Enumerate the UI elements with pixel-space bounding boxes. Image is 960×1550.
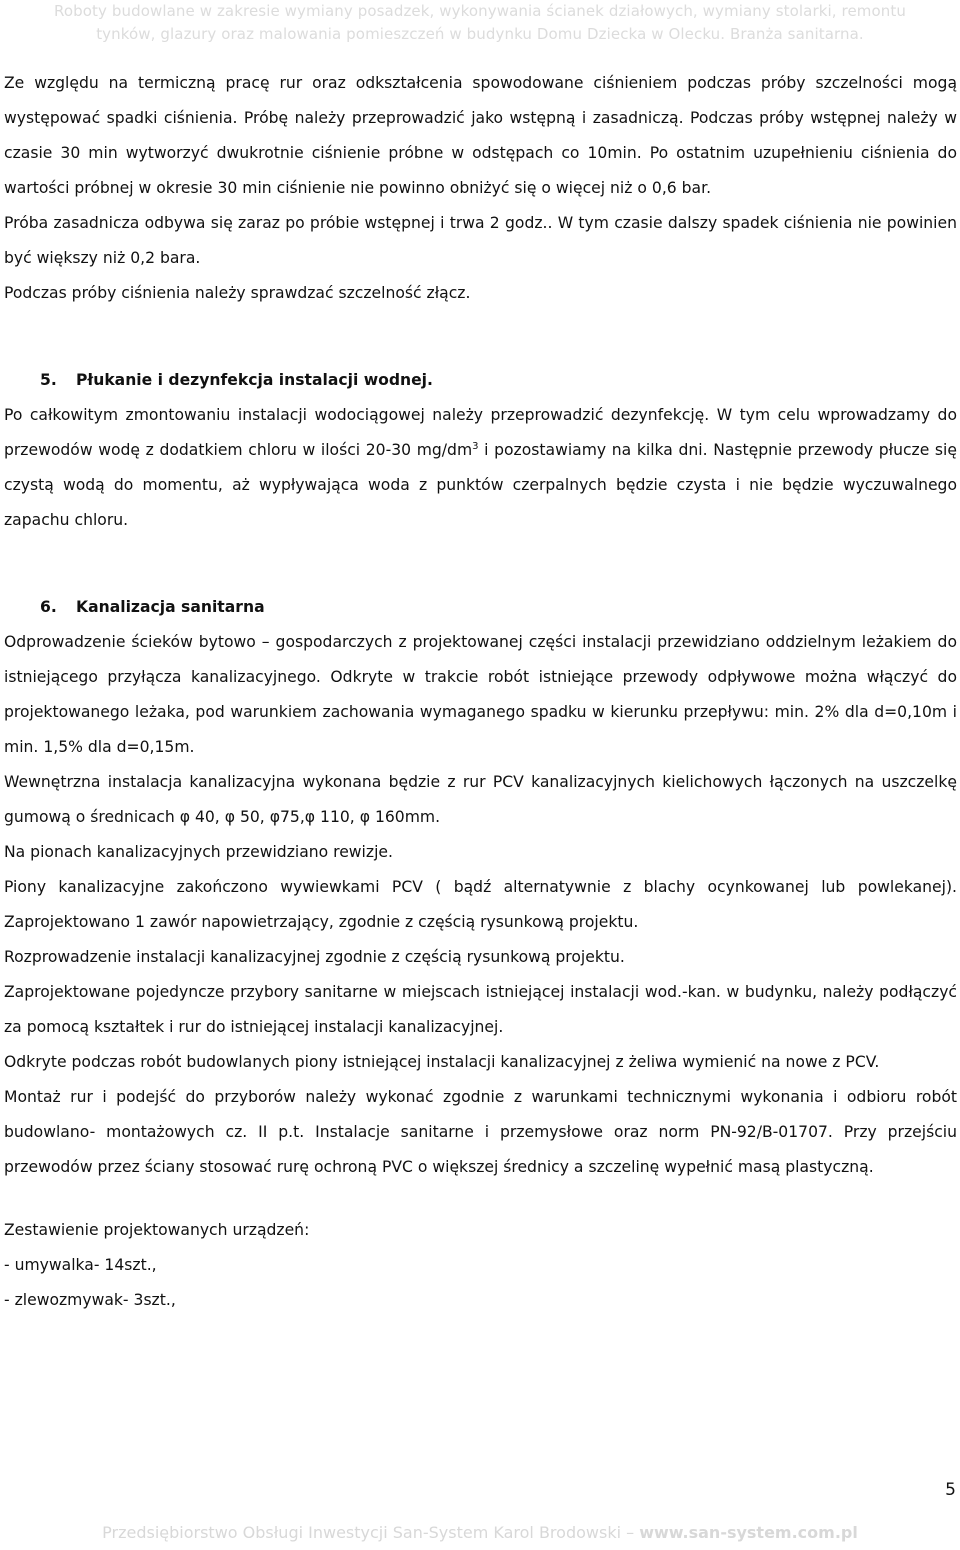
list-item: - umywalka- 14szt., bbox=[4, 1256, 157, 1274]
section-5-number: 5. bbox=[40, 371, 57, 389]
list-item: - zlewozmywak- 3szt., bbox=[4, 1291, 176, 1309]
paragraph-cast-iron-replacement: Odkryte podczas robót budowlanych piony istniejącej instalacji kanalizacyjnej z żeliwa wymienić na nowe z PCV. bbox=[4, 1053, 880, 1071]
paragraph-disinfection bbox=[4, 398, 957, 538]
paragraph-pressure-test: Ze względu na termiczną pracę rur oraz odkształcenia spowodowane ciśnieniem podczas próby szczelności mogą występować spadki ciśnienia. Próbę należy przeprowadzić jako wstępną i zasadniczą. Podczas próby wstępnej należy w czasie 30 min wytworzyć dwukrotnie ciśnienie próbne w odstępach co 10min. Po ostatnim uzupełnieniu ciśnienia do wartości próbnej w okresie 30 min ciśnienie nie powinno obniżyć się o więcej niż o 0,6 bar. bbox=[4, 74, 957, 197]
page-number: 5 bbox=[945, 1480, 956, 1500]
section-6-title: Kanalizacja sanitarna bbox=[76, 598, 265, 616]
section-5-heading bbox=[4, 363, 957, 398]
header-line-1: Roboty budowlane w zakresie wymiany posadzek, wykonywania ścianek działowych, wymiany stolarki, remontu bbox=[54, 2, 906, 20]
section-6-number: 6. bbox=[40, 598, 57, 616]
paragraph-revisions: Na pionach kanalizacyjnych przewidziano rewizje. bbox=[4, 843, 393, 861]
paragraph-distribution: Rozprowadzenie instalacji kanalizacyjnej zgodnie z częścią rysunkową projektu. bbox=[4, 948, 625, 966]
paragraph-main-test: Próba zasadnicza odbywa się zaraz po próbie wstępnej i trwa 2 godz.. W tym czasie dalszy spadek ciśnienia nie powinien być większy niż 0,2 bara. bbox=[4, 214, 957, 267]
header-line-2: tynków, glazury oraz malowania pomieszczeń w budynku Domu Dziecka w Olecku. Branża sanitarna. bbox=[96, 25, 864, 43]
paragraph-assembly: Montaż rur i podejść do przyborów należy wykonać zgodnie z warunkami technicznymi wykonania i odbioru robót budowlano- montażowych cz. II p.t. Instalacje sanitarne i przemysłowe oraz norm PN-92/B-01707. Przy przejściu przewodów przez ściany stosować rurę ochroną PVC o większej średnicy a szczelinę wypełnić masą plastyczną. bbox=[4, 1088, 957, 1176]
disinfection-text-b: i pozostawiamy na kilka dni. Następnie przewody płucze się czystą wodą do momentu, aż wypływająca woda z punktów czerpalnych będzie czysta i nie będzie wyczuwalnego zapachu chloru. bbox=[4, 441, 957, 529]
page-footer bbox=[0, 1518, 960, 1548]
footer-company: Przedsiębiorstwo Obsługi Inwestycji San-System Karol Brodowski – bbox=[102, 1523, 640, 1542]
paragraph-sanitary-fixtures: Zaprojektowane pojedyncze przybory sanitarne w miejscach istniejącej instalacji wod.-kan. w budynku, należy podłączyć za pomocą kształtek i rur do istniejącej instalacji kanalizacyjnej. bbox=[4, 983, 957, 1036]
paragraph-internal-installation: Wewnętrzna instalacja kanalizacyjna wykonana będzie z rur PCV kanalizacyjnych kielichowych łączonych na uszczelkę gumową o średnicach φ 40, φ 50, φ75,φ 110, φ 160mm. bbox=[4, 773, 957, 826]
paragraph-joint-check: Podczas próby ciśnienia należy sprawdzać szczelność złącz. bbox=[4, 284, 471, 302]
section-5-title: Płukanie i dezynfekcja instalacji wodnej. bbox=[76, 371, 433, 389]
superscript-3: 3 bbox=[472, 441, 479, 452]
page-header bbox=[0, 0, 960, 46]
footer-link[interactable]: www.san-system.com.pl bbox=[639, 1523, 858, 1542]
paragraph-vent-caps: Piony kanalizacyjne zakończono wywiewkami PCV ( bądź alternatywnie z blachy ocynkowanej lub powlekanej). Zaprojektowano 1 zawór napowietrzający, zgodnie z częścią rysunkową projektu. bbox=[4, 878, 957, 931]
disinfection-text-a: Po całkowitym zmontowaniu instalacji wodociągowej należy przeprowadzić dezynfekcję. W tym celu wprowadzamy do przewodów wodę z dodatkiem chloru w ilości 20-30 mg/dm bbox=[4, 406, 957, 459]
equipment-list-title: Zestawienie projektowanych urządzeń: bbox=[4, 1221, 310, 1239]
paragraph-sewage-discharge: Odprowadzenie ścieków bytowo – gospodarczych z projektowanej części instalacji przewidziano oddzielnym leżakiem do istniejącego przyłącza kanalizacyjnego. Odkryte w trakcie robót istniejące przewody odpływowe można włączyć do projektowanego leżaka, pod warunkiem zachowania wymaganego spadku w kierunku przepływu: min. 2% dla d=0,10m i min. 1,5% dla d=0,15m. bbox=[4, 633, 957, 756]
document-body bbox=[4, 66, 957, 1318]
section-6-heading bbox=[4, 590, 957, 625]
